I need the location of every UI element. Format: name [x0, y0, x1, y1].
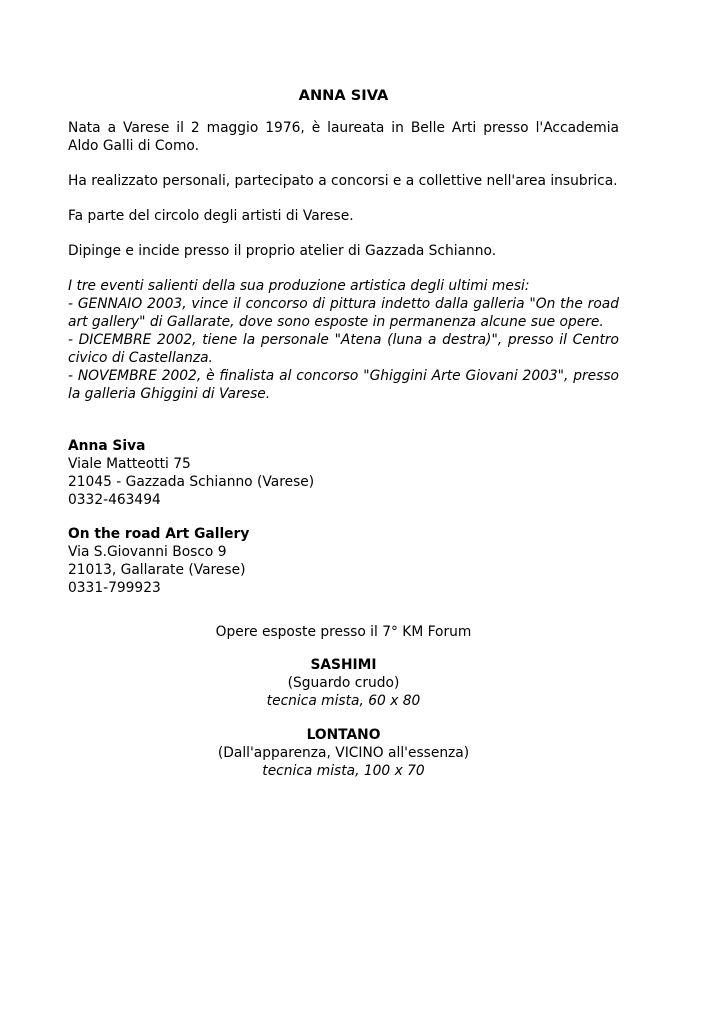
artwork-title: SASHIMI — [310, 657, 377, 673]
document-title: ANNA SIVA — [298, 87, 389, 104]
contact-city: 21045 - Gazzada Schianno (Varese) — [68, 474, 315, 490]
contact-phone: 0331-799923 — [68, 580, 161, 596]
contact-street: Viale Matteotti 75 — [68, 456, 191, 472]
contact-artist — [68, 437, 619, 509]
artwork-technique: tecnica mista, 100 x 70 — [262, 763, 425, 779]
artwork-lontano — [68, 726, 619, 780]
artwork-subtitle: (Sguardo crudo) — [287, 675, 400, 691]
bio-paragraph-birth: Nata a Varese il 2 maggio 1976, è laureata in Belle Arti presso l'Accademia Aldo Galli di Como. — [68, 120, 619, 154]
exhibit-intro: Opere esposte presso il 7° KM Forum — [215, 624, 472, 640]
artwork-subtitle: (Dall'apparenza, VICINO all'essenza) — [217, 745, 470, 761]
bio-paragraph-exhibitions: Ha realizzato personali, partecipato a concorsi e a collettive nell'area insubrica. — [68, 173, 618, 189]
event-item: - NOVEMBRE 2002, è finalista al concorso "Ghiggini Arte Giovani 2003", presso la galleria Ghiggini di Varese. — [68, 368, 619, 402]
event-item: - GENNAIO 2003, vince il concorso di pittura indetto dalla galleria "On the road art gallery" di Gallarate, dove sono esposte in permanenza alcune sue opere. — [68, 296, 619, 330]
bio-paragraph-atelier: Dipinge e incide presso il proprio atelier di Gazzada Schianno. — [68, 243, 497, 259]
artwork-sashimi — [68, 656, 619, 710]
event-item: - DICEMBRE 2002, tiene la personale "Atena (luna a destra)", presso il Centro civico di Castellanza. — [68, 332, 619, 366]
events-intro: I tre eventi salienti della sua produzione artistica degli ultimi mesi: — [68, 278, 530, 294]
contact-street: Via S.Giovanni Bosco 9 — [68, 544, 227, 560]
contact-name: On the road Art Gallery — [68, 526, 250, 542]
artwork-technique: tecnica mista, 60 x 80 — [266, 693, 421, 709]
contact-city: 21013, Gallarate (Varese) — [68, 562, 246, 578]
artwork-title: LONTANO — [306, 727, 381, 743]
exhibit-section — [68, 623, 619, 780]
contact-name: Anna Siva — [68, 438, 146, 454]
contact-gallery — [68, 525, 619, 597]
bio-paragraph-circle: Fa parte del circolo degli artisti di Varese. — [68, 208, 354, 224]
events-section — [68, 277, 619, 403]
contact-phone: 0332-463494 — [68, 492, 161, 508]
